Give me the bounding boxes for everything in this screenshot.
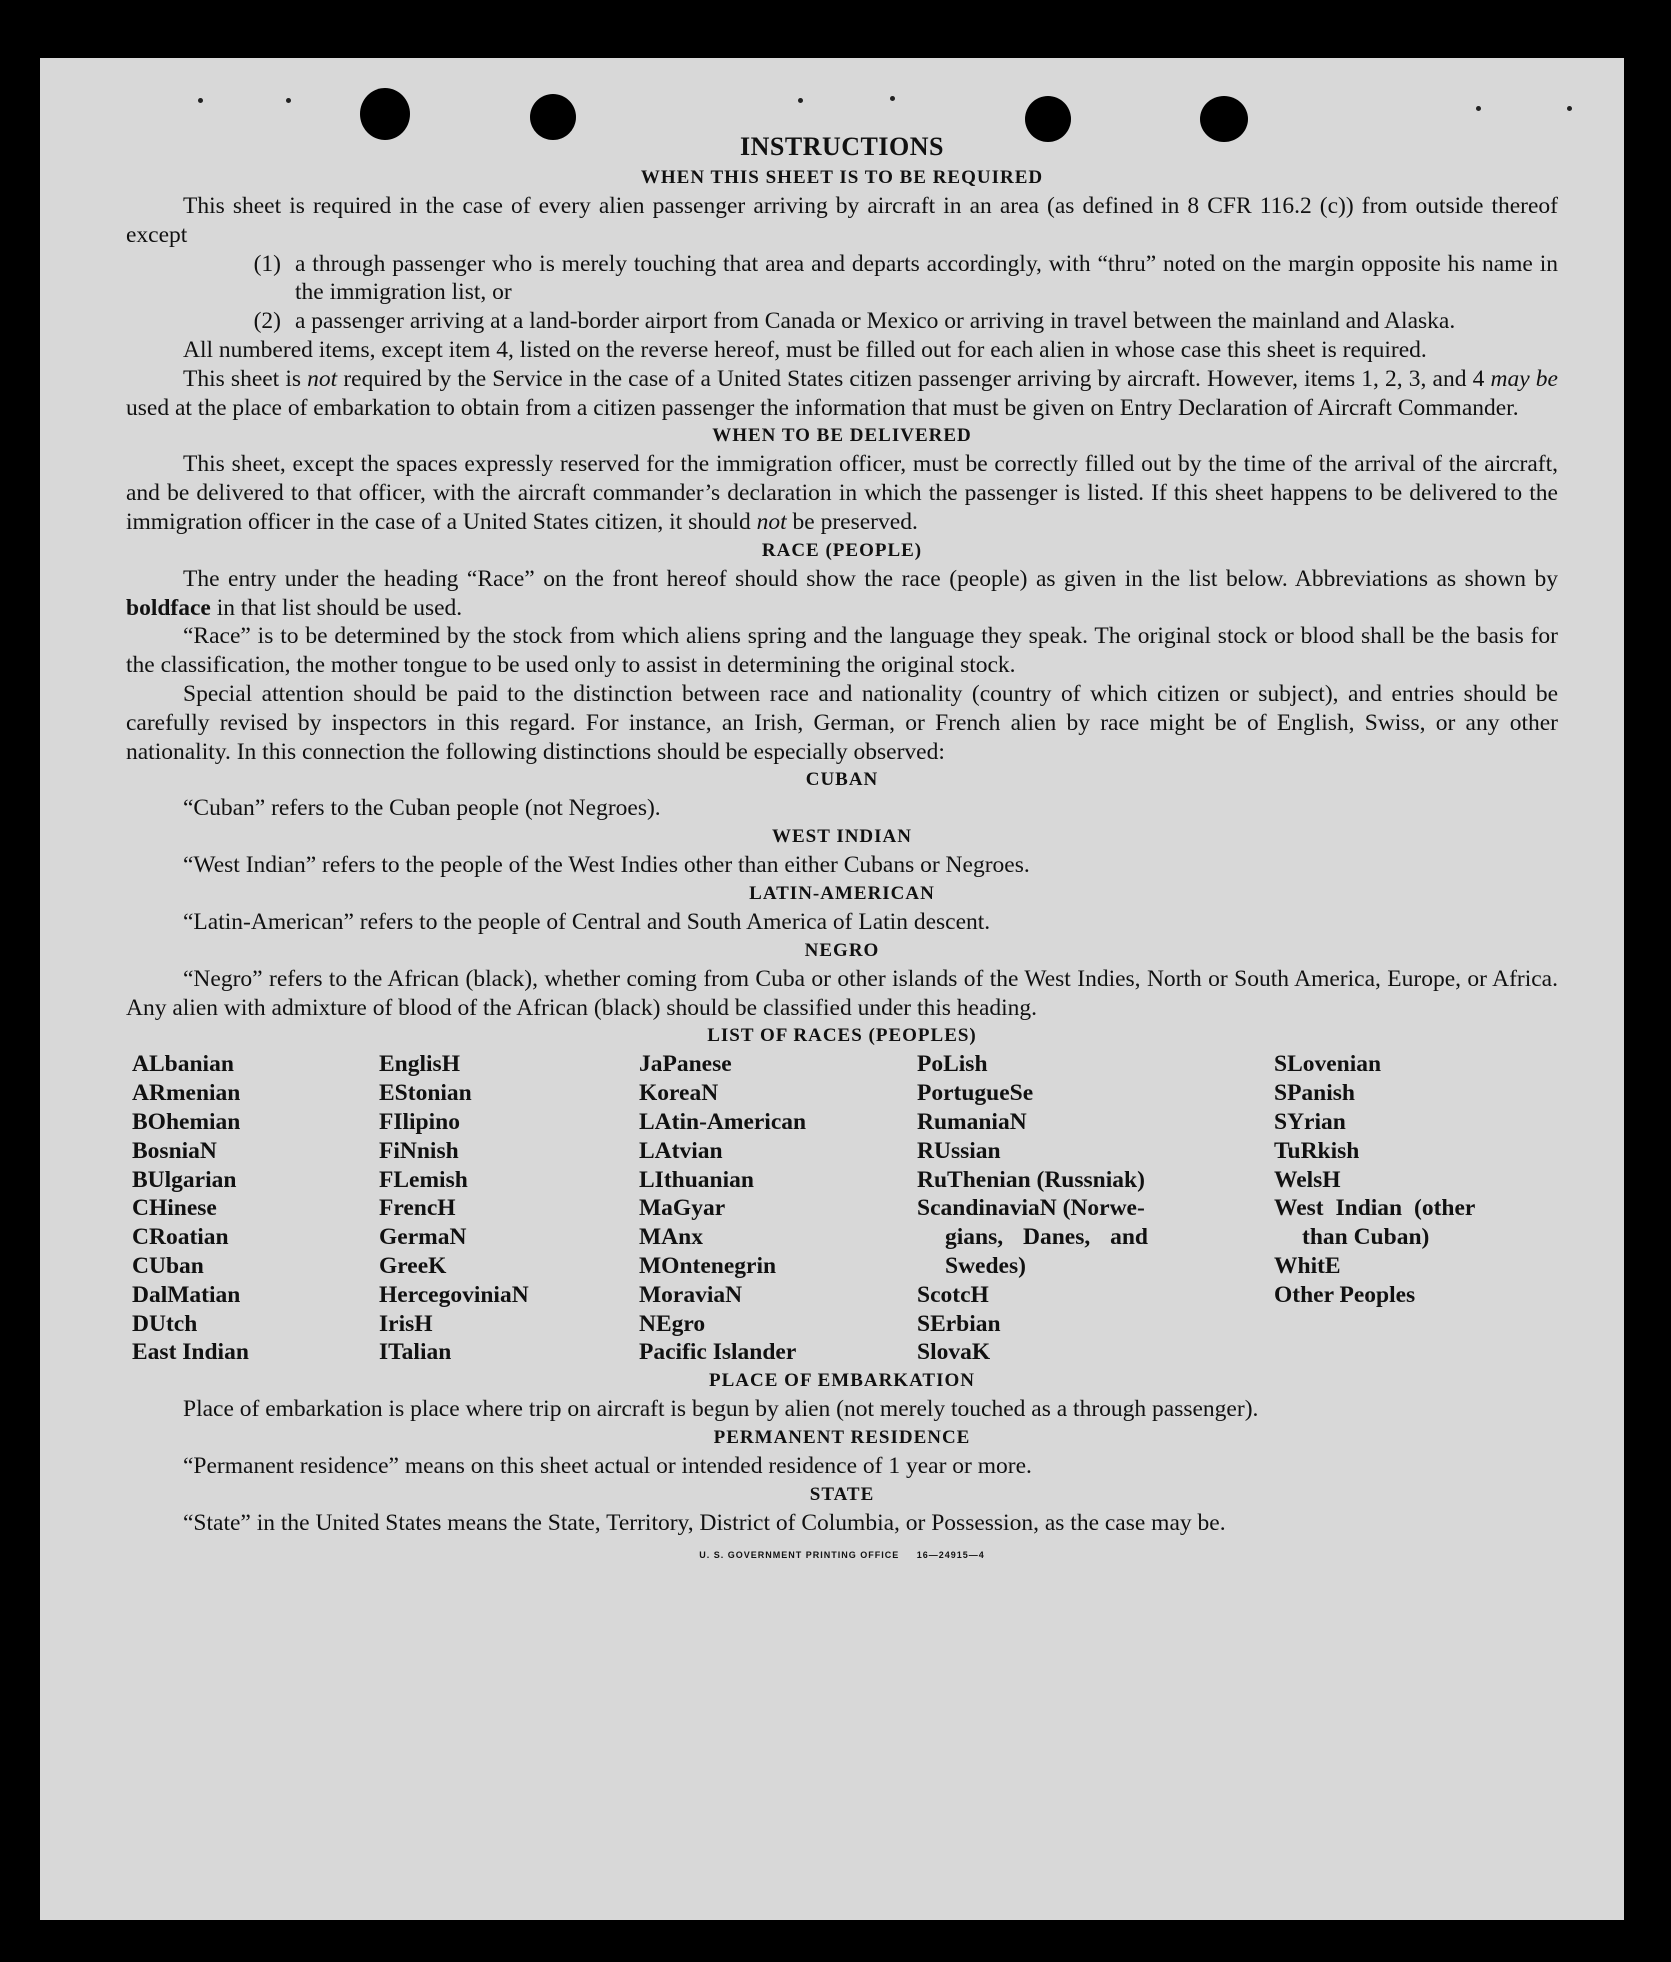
- race-entry: SErbian: [917, 1310, 1001, 1337]
- race-entry: IrisH: [379, 1310, 433, 1337]
- race-entry: RuThenian (Russniak): [917, 1166, 1145, 1193]
- race-entry: Other Peoples: [1274, 1281, 1416, 1308]
- text-run: This sheet is: [183, 365, 308, 392]
- italic-run: not: [307, 365, 338, 392]
- paragraph: [126, 450, 1558, 536]
- race-entry: ALbanian: [132, 1051, 234, 1078]
- item-text: a through passenger who is merely touching that area and departs accordingly, with “thru” noted on the margin opposite his name in the immigration list, or: [295, 250, 1558, 306]
- paragraph: This sheet is required in the case of every alien passenger arriving by aircraft in an area (as defined in 8 CFR 116.2 (c)) from outside thereof except: [126, 193, 1558, 248]
- race-entry: ARmenian: [132, 1080, 241, 1107]
- race-entry: FrencH: [379, 1195, 456, 1222]
- printer-footer: U. S. GOVERNMENT PRINTING OFFICE 16—24915—4: [699, 1550, 985, 1561]
- numbered-item: [126, 307, 1558, 336]
- heading-state: STATE: [809, 1483, 875, 1505]
- race-entry: WelsH: [1274, 1166, 1341, 1193]
- race-entry: HercegoviniaN: [379, 1281, 529, 1308]
- race-entry: BUlgarian: [132, 1166, 237, 1193]
- paragraph: [126, 365, 1558, 423]
- instructions-content: [126, 130, 1558, 1570]
- race-entry: KoreaN: [639, 1080, 719, 1107]
- document-page: [40, 58, 1624, 1920]
- item-number: (2): [253, 308, 281, 335]
- races-column: [639, 1050, 917, 1367]
- speck: [286, 98, 291, 103]
- text-run: used at the place of embarkation to obtain from a citizen passenger the information that must be given on Entry Declaration of Aircraft Commander.: [126, 394, 1519, 421]
- text-run: in that list should be used.: [210, 594, 463, 621]
- paragraph: “West Indian” refers to the people of the West Indies other than either Cubans or Negroes.: [183, 852, 1030, 879]
- heading-embarkation: PLACE OF EMBARKATION: [709, 1370, 975, 1392]
- heading-when-required: WHEN THIS SHEET IS TO BE REQUIRED: [640, 167, 1044, 188]
- text-run: be preserved.: [786, 508, 918, 535]
- race-entry: NEgro: [639, 1310, 706, 1337]
- speck: [890, 96, 895, 101]
- race-entry: EnglisH: [379, 1051, 460, 1078]
- paragraph: “Permanent residence” means on this sheet actual or intended residence of 1 year or more.: [183, 1452, 1032, 1479]
- speck: [1567, 106, 1572, 111]
- race-entry: DUtch: [132, 1310, 198, 1337]
- race-entry: PortugueSe: [917, 1080, 1034, 1107]
- paragraph: “Latin-American” refers to the people of Central and South America of Latin descent.: [183, 908, 991, 935]
- races-column: [132, 1050, 379, 1367]
- heading-west-indian: WEST INDIAN: [772, 826, 912, 848]
- heading-residence: PERMANENT RESIDENCE: [713, 1426, 971, 1448]
- race-entry: EStonian: [379, 1080, 472, 1107]
- paragraph: All numbered items, except item 4, listed on the reverse hereof, must be filled out for each alien in whose case this sheet is required.: [183, 336, 1427, 363]
- speck: [798, 98, 803, 103]
- race-entry: FIlipino: [379, 1108, 460, 1135]
- race-entry: FLemish: [379, 1166, 468, 1193]
- race-entry: SPanish: [1274, 1080, 1355, 1107]
- paragraph: “Cuban” refers to the Cuban people (not Negroes).: [183, 795, 661, 822]
- races-list: [132, 1050, 1558, 1367]
- paragraph: Place of embarkation is place where trip on aircraft is begun by alien (not merely touched as a through passenger).: [183, 1396, 1259, 1423]
- race-entry: SLovenian: [1274, 1051, 1382, 1078]
- race-group: [917, 1281, 1274, 1367]
- race-group: [917, 1050, 1274, 1194]
- race-entry: LAtvian: [639, 1137, 723, 1164]
- paragraph: [126, 565, 1558, 623]
- race-entry: CHinese: [132, 1195, 217, 1222]
- race-entry: ScotcH: [917, 1281, 989, 1308]
- numbered-item: [126, 250, 1558, 308]
- race-entry: LIthuanian: [639, 1166, 754, 1193]
- race-entry: RumaniaN: [917, 1108, 1027, 1135]
- paragraph: “State” in the United States means the State, Territory, District of Columbia, or Possession, as the case may be.: [183, 1509, 1226, 1536]
- race-entry: FiNnish: [379, 1137, 459, 1164]
- paragraph: “Race” is to be determined by the stock from which aliens spring and the language they speak. The original stock or blood shall be the basis for the classification, the mother tongue to be used only to assist in determining the original stock.: [126, 623, 1558, 679]
- race-entry: CRoatian: [132, 1224, 229, 1251]
- race-entry: GreeK: [379, 1252, 447, 1279]
- race-entry: CUban: [132, 1252, 204, 1279]
- race-entry: SYrian: [1274, 1108, 1346, 1135]
- paragraph: Special attention should be paid to the distinction between race and nationality (country of which citizen or subject), and entries should be carefully revised by inspectors in this regard. For instance, an Irish, German, or French alien by race might be of English, Swiss, or any other nationality. In this connection the following distinctions should be especially observed:: [126, 680, 1558, 765]
- paragraph: “Negro” refers to the African (black), whether coming from Cuba or other islands of the West Indies, North or South America, Europe, or Africa. Any alien with admixture of blood of the African (black) should be classified under this heading.: [126, 965, 1558, 1021]
- italic-run: may be: [1490, 365, 1558, 392]
- text-run: required by the Service in the case of a United States citizen passenger arriving by aircraft. However, items 1, 2, 3, and 4: [337, 365, 1491, 392]
- heading-list-of-races: LIST OF RACES (PEOPLES): [707, 1025, 977, 1047]
- heading-when-delivered: WHEN TO BE DELIVERED: [712, 425, 972, 447]
- race-entry-continued: Swedes): [945, 1252, 1026, 1279]
- race-entry: MaGyar: [639, 1195, 726, 1222]
- race-entry: SlovaK: [917, 1339, 991, 1366]
- text-run: The entry under the heading “Race” on the front hereof should show the race (people) as given in the list below. Abbreviations as shown by: [183, 565, 1558, 592]
- race-entry: GermaN: [379, 1224, 467, 1251]
- race-entry: West Indian (other: [1274, 1195, 1476, 1222]
- race-group: [1274, 1050, 1564, 1194]
- item-number: (1): [253, 250, 281, 277]
- race-entry: MOntenegrin: [639, 1252, 777, 1279]
- speck: [1476, 106, 1481, 111]
- races-column: [1274, 1050, 1564, 1367]
- races-column: [379, 1050, 639, 1367]
- race-entry: TuRkish: [1274, 1137, 1360, 1164]
- race-entry: ScandinaviaN (Norwe-: [917, 1195, 1145, 1222]
- heading-cuban: CUBAN: [805, 769, 879, 791]
- bold-run: boldface: [126, 594, 211, 621]
- item-text: a passenger arriving at a land-border airport from Canada or Mexico or arriving in travel between the mainland and Alaska.: [295, 308, 1456, 335]
- race-entry: PoLish: [917, 1051, 988, 1078]
- race-entry-continued: than Cuban): [1302, 1224, 1430, 1251]
- race-entry: ITalian: [379, 1339, 452, 1366]
- race-group: [1274, 1252, 1564, 1310]
- race-entry: Pacific Islander: [639, 1339, 797, 1366]
- heading-latin-american: LATIN-AMERICAN: [749, 882, 935, 904]
- race-entry: BOhemian: [132, 1108, 241, 1135]
- race-entry: JaPanese: [639, 1051, 732, 1078]
- race-entry-continued: gians, Danes, and: [945, 1224, 1148, 1251]
- speck: [198, 98, 203, 103]
- race-entry: MoraviaN: [639, 1281, 743, 1308]
- race-entry: East Indian: [132, 1339, 249, 1366]
- page-title: INSTRUCTIONS: [740, 132, 944, 161]
- race-entry: MAnx: [639, 1224, 703, 1251]
- race-entry: RUssian: [917, 1137, 1001, 1164]
- race-entry: LAtin-American: [639, 1108, 807, 1135]
- heading-negro: NEGRO: [804, 939, 880, 961]
- heading-race: RACE (PEOPLE): [761, 539, 923, 561]
- race-entry: BosniaN: [132, 1137, 217, 1164]
- italic-run: not: [756, 508, 787, 535]
- race-entry: DalMatian: [132, 1281, 241, 1308]
- text-run: This sheet, except the spaces expressly reserved for the immigration officer, must be correctly filled out by the time of the arrival of the aircraft, and be delivered to that officer, with the aircraft commander’s declaration in which the passenger is listed. If this sheet happens to be delivered to the immigration officer in the case of a United States citizen, it should: [126, 451, 1558, 535]
- race-entry: WhitE: [1274, 1252, 1341, 1279]
- races-column: [917, 1050, 1274, 1367]
